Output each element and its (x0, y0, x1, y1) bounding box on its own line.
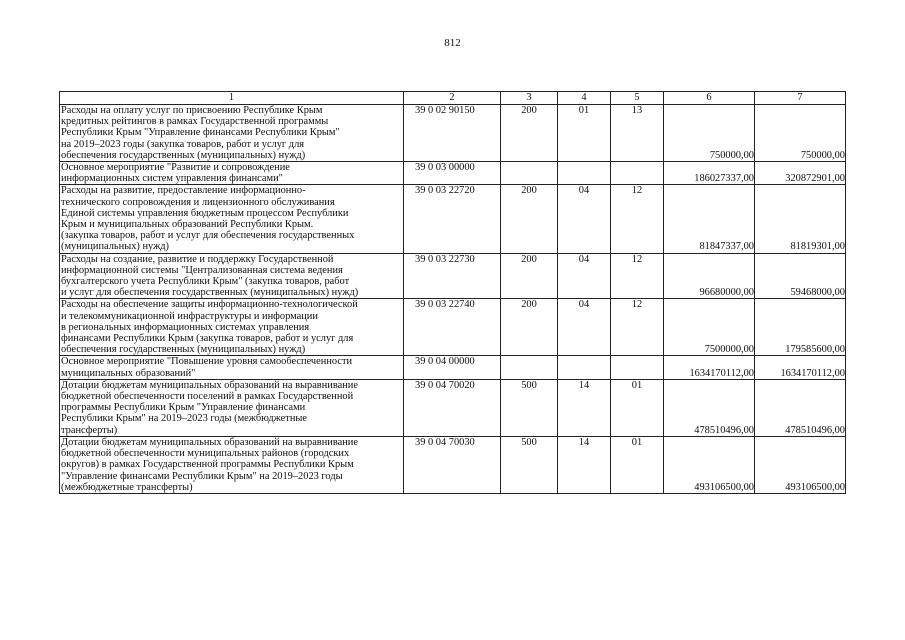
table-row (60, 356, 846, 379)
row-description (60, 436, 404, 493)
expense-type-code (501, 162, 558, 185)
section-code: 14 (558, 379, 611, 436)
description-line: технического сопровождения и лицензионного обслуживания (61, 196, 335, 208)
expense-type-code: 200 (501, 105, 558, 162)
row-description (60, 253, 404, 299)
description-line: Расходы на создание, развитие и поддержку Государственной (61, 253, 334, 265)
header-row (60, 92, 846, 105)
description-line: информационных систем управления финансами" (61, 173, 283, 185)
table-row (60, 379, 846, 436)
expense-type-code: 200 (501, 253, 558, 299)
expense-type-code (501, 356, 558, 379)
table-row (60, 105, 846, 162)
subsection-code (611, 356, 664, 379)
description-line: бухгалтерского учета Республики Крым" (закупка товаров, работ (61, 276, 350, 288)
amount-column-6: 81847337,00 (664, 185, 755, 253)
amount-column-6: 478510496,00 (664, 379, 755, 436)
description-line: на 2019–2023 годы (закупка товаров, работ и услуг для (61, 138, 305, 150)
budget-table (59, 91, 846, 494)
amount-column-7: 179585600,00 (755, 299, 846, 356)
target-article-code: 39 0 04 70020 (404, 379, 501, 436)
description-line: в региональных информационных системах управления (61, 321, 310, 333)
amount-column-7: 320872901,00 (755, 162, 846, 185)
target-article-code: 39 0 03 22730 (404, 253, 501, 299)
description-line: Расходы на обеспечение защиты информационно-технологической (61, 299, 358, 311)
description-line: информационной системы "Централизованная система ведения (61, 264, 343, 276)
section-code: 01 (558, 105, 611, 162)
description-line: (межбюджетные трансферты) (61, 481, 193, 493)
table-row (60, 185, 846, 253)
description-line: обеспечения государственных (муниципальных) нужд) (61, 344, 306, 356)
row-description (60, 162, 404, 185)
subsection-code (611, 162, 664, 185)
subsection-code: 01 (611, 436, 664, 493)
amount-column-7: 59468000,00 (755, 253, 846, 299)
description-line: бюджетной обеспеченности поселений в рамках Государственной (61, 391, 354, 403)
description-line: и услуг для обеспечения государственных (муниципальных) нужд) (61, 287, 359, 299)
page-number: 812 (444, 37, 461, 49)
amount-column-6: 7500000,00 (664, 299, 755, 356)
row-description (60, 185, 404, 253)
amount-column-6: 750000,00 (664, 105, 755, 162)
header-cell-6: 6 (664, 92, 755, 105)
description-line: муниципальных образований" (61, 367, 196, 379)
header-cell-1: 1 (60, 92, 404, 105)
description-line: Дотации бюджетам муниципальных образований на выравнивание (61, 436, 358, 448)
header-cell-7: 7 (755, 92, 846, 105)
description-line: Дотации бюджетам муниципальных образований на выравнивание (61, 379, 358, 391)
amount-column-7: 81819301,00 (755, 185, 846, 253)
subsection-code: 12 (611, 299, 664, 356)
description-line: и телекоммуникационной инфраструктуры и информации (61, 310, 318, 322)
description-line: (муниципальных) нужд) (61, 241, 170, 253)
description-line: Республики Крым" на 2019–2023 годы (межбюджетные (61, 413, 307, 425)
description-line: Основное мероприятие "Повышение уровня самообеспеченности (61, 356, 353, 368)
amount-column-7: 493106500,00 (755, 436, 846, 493)
amount-column-6: 96680000,00 (664, 253, 755, 299)
subsection-code: 12 (611, 185, 664, 253)
header-cell-5: 5 (611, 92, 664, 105)
section-code: 04 (558, 299, 611, 356)
table-row (60, 162, 846, 185)
amount-column-6: 186027337,00 (664, 162, 755, 185)
expense-type-code: 500 (501, 436, 558, 493)
description-line: "Управление финансами Республики Крым" на 2019–2023 годы (61, 470, 343, 482)
expense-type-code: 500 (501, 379, 558, 436)
row-description (60, 379, 404, 436)
description-line: трансферты) (61, 424, 118, 436)
target-article-code: 39 0 04 00000 (404, 356, 501, 379)
amount-column-7: 750000,00 (755, 105, 846, 162)
description-line: кредитных рейтингов в рамках Государственной программы (61, 116, 329, 128)
target-article-code: 39 0 03 22720 (404, 185, 501, 253)
target-article-code: 39 0 04 70030 (404, 436, 501, 493)
section-code: 14 (558, 436, 611, 493)
expense-type-code: 200 (501, 185, 558, 253)
expense-type-code: 200 (501, 299, 558, 356)
description-line: (закупка товаров, работ и услуг для обеспечения государственных (61, 230, 355, 242)
description-line: Расходы на развитие, предоставление информационно- (61, 185, 306, 197)
section-code (558, 356, 611, 379)
row-description (60, 356, 404, 379)
section-code: 04 (558, 253, 611, 299)
description-line: Республики Крым "Управление финансами Республики Крым" (61, 127, 340, 139)
description-line: бюджетной обеспеченности муниципальных районов (городских (61, 448, 350, 460)
description-line: Основное мероприятие "Развитие и сопровождение (61, 162, 290, 174)
table-row (60, 253, 846, 299)
section-code: 04 (558, 185, 611, 253)
description-line: округов) в рамках Государственной программы Республики Крым (61, 459, 354, 471)
target-article-code: 39 0 03 00000 (404, 162, 501, 185)
row-description (60, 299, 404, 356)
description-line: Крым и муниципальных образований Республики Крым. (61, 219, 314, 231)
amount-column-7: 1634170112,00 (755, 356, 846, 379)
amount-column-6: 493106500,00 (664, 436, 755, 493)
description-line: финансами Республики Крым (закупка товаров, работ и услуг для (61, 333, 354, 345)
target-article-code: 39 0 03 22740 (404, 299, 501, 356)
description-line: Расходы на оплату услуг по присвоению Республике Крым (61, 105, 323, 116)
row-description (60, 105, 404, 162)
table-row (60, 299, 846, 356)
subsection-code: 01 (611, 379, 664, 436)
description-line: обеспечения государственных (муниципальных) нужд) (61, 149, 306, 161)
header-cell-3: 3 (501, 92, 558, 105)
description-line: программы Республики Крым "Управление финансами (61, 402, 306, 414)
amount-column-7: 478510496,00 (755, 379, 846, 436)
table-row (60, 436, 846, 493)
subsection-code: 13 (611, 105, 664, 162)
header-cell-2: 2 (404, 92, 501, 105)
section-code (558, 162, 611, 185)
header-cell-4: 4 (558, 92, 611, 105)
subsection-code: 12 (611, 253, 664, 299)
target-article-code: 39 0 02 90150 (404, 105, 501, 162)
amount-column-6: 1634170112,00 (664, 356, 755, 379)
description-line: Единой системы управления бюджетным процессом Республики (61, 207, 349, 219)
